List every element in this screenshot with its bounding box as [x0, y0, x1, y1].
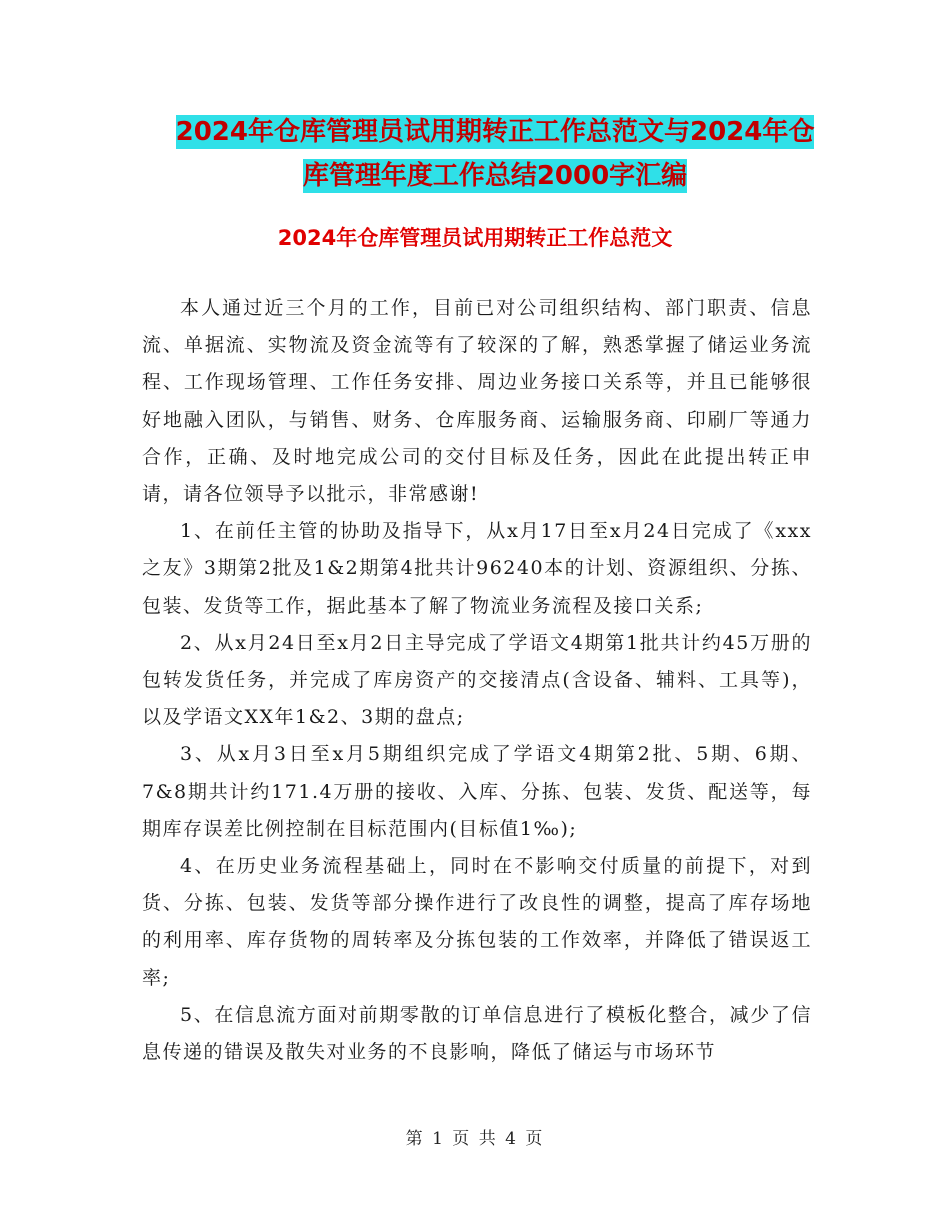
document-title — [140, 110, 850, 198]
page-footer — [0, 1124, 950, 1149]
paragraph-item-5: 5、在信息流方面对前期零散的订单信息进行了模板化整合，减少了信息传递的错误及散失对业务的不良影响，降低了储运与市场环节 — [142, 1003, 812, 1064]
paragraph-intro: 本人通过近三个月的工作，目前已对公司组织结构、部门职责、信息流、单据流、实物流及资金流等有了较深的了解，熟悉掌握了储运业务流程、工作现场管理、工作任务安排、周边业务接口关系等，并且已能够很好地融入团队，与销售、财务、仓库服务商、运输服务商、印刷厂等通力合作，正确、及时地完成公司的交付目标及任务，因此在此提出转正申请，请各位领导予以批示，非常感谢! — [142, 297, 812, 506]
paragraph-item-4: 4、在历史业务流程基础上，同时在不影响交付质量的前提下，对到货、分拣、包装、发货等部分操作进行了改良性的调整，提高了库存场地的利用率、库存货物的周转率及分拣包装的工作效率，并降低了错误返工率; — [142, 855, 812, 989]
section-title: 2024年仓库管理员试用期转正工作总范文 — [277, 226, 673, 250]
title-line-2-text: 库管理年度工作总结2000字汇编 — [302, 161, 688, 191]
page-number-label: 第 1 页 共 4 页 — [405, 1129, 545, 1149]
title-line-1-text: 2024年仓库管理员试用期转正工作总范文与2024年仓 — [175, 117, 815, 147]
title-line-1 — [140, 110, 850, 154]
body-text — [142, 290, 812, 1071]
paragraph-item-1: 1、在前任主管的协助及指导下，从x月17日至x月24日完成了《xxx之友》3期第2批及1&2期第4批共计96240本的计划、资源组织、分拣、包装、发货等工作，据此基本了解了物流业务流程及接口关系; — [142, 520, 812, 617]
paragraph-item-2: 2、从x月24日至x月2日主导完成了学语文4期第1批共计约45万册的包转发货任务，并完成了库房资产的交接清点(含设备、辅料、工具等)，以及学语文XX年1&2、3期的盘点; — [142, 631, 812, 729]
paragraph-item-3: 3、从x月3日至x月5期组织完成了学语文4期第2批、5期、6期、7&8期共计约171.4万册的接收、入库、分拣、包装、发货、配送等，每期库存误差比例控制在目标范围内(目标值1‰); — [142, 743, 812, 840]
title-line-2 — [140, 154, 850, 198]
